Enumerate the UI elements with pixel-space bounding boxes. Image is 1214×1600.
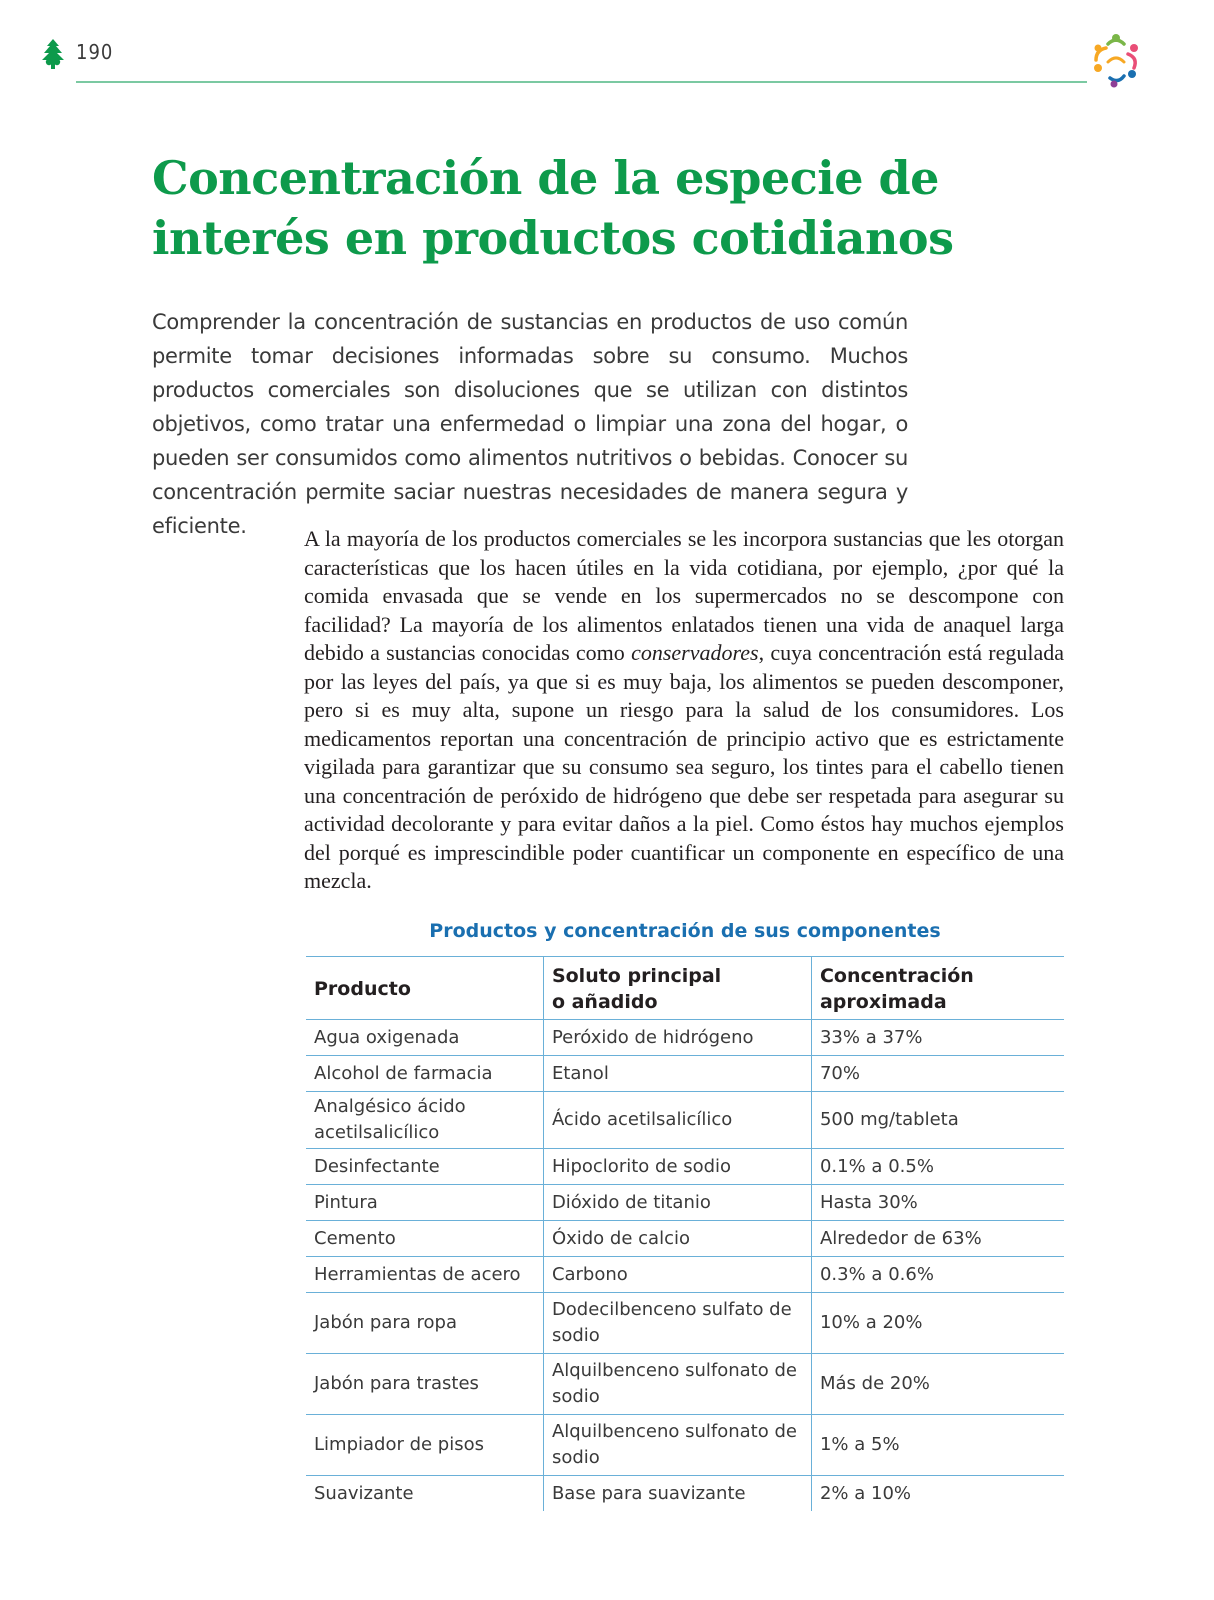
table-row <box>306 1221 1064 1257</box>
product-cell: Jabón para trastes <box>306 1354 543 1415</box>
solute-cell: Ácido acetilsalicílico <box>543 1092 811 1149</box>
table-row <box>306 1092 1064 1149</box>
page-number: 190 <box>76 40 114 64</box>
page-header <box>0 0 1214 100</box>
solute-cell: Alquilbenceno sulfonato de sodio <box>543 1415 811 1476</box>
table-header-row <box>306 957 1064 1020</box>
concentration-cell: 10% a 20% <box>811 1293 1064 1354</box>
concentration-cell: 0.1% a 0.5% <box>811 1149 1064 1185</box>
concentration-cell: Alrededor de 63% <box>811 1221 1064 1257</box>
people-circle-logo <box>1088 32 1144 88</box>
header-solute-line-1: Soluto principal <box>551 965 722 987</box>
product-cell: Cemento <box>306 1221 543 1257</box>
header-product <box>306 957 543 1020</box>
table-row <box>306 1020 1064 1056</box>
product-cell: Alcohol de farmacia <box>306 1056 543 1092</box>
product-cell: Herramientas de acero <box>306 1257 543 1293</box>
solute-cell: Etanol <box>543 1056 811 1092</box>
intro-paragraph: Comprender la concentración de sustancias en productos de uso común permite tomar decisiones informadas sobre su consumo. Muchos productos comerciales son disoluciones que se utilizan con distintos objetivos, como tratar una enfermedad o limpiar una zona del hogar, o pueden ser consumidos como alimentos nutritivos o bebidas. Conocer su concentración permite saciar nuestras necesidades de manera segura y eficiente. <box>152 310 908 538</box>
body-text-italic-term: conservadores <box>631 640 759 665</box>
concentration-cell: Más de 20% <box>811 1354 1064 1415</box>
table-row <box>306 1149 1064 1185</box>
table-body <box>306 1020 1064 1512</box>
solute-cell: Alquilbenceno sulfonato de sodio <box>543 1354 811 1415</box>
header-solute <box>543 957 811 1020</box>
table-row <box>306 1257 1064 1293</box>
title-line-2: interés en productos cotidianos <box>152 211 954 265</box>
header-product-line-1: Producto <box>314 978 411 1000</box>
product-cell: Analgésico ácido acetilsalicílico <box>306 1092 543 1149</box>
product-cell: Pintura <box>306 1185 543 1221</box>
table-row <box>306 1354 1064 1415</box>
solute-cell: Peróxido de hidrógeno <box>543 1020 811 1056</box>
concentration-cell: 1% a 5% <box>811 1415 1064 1476</box>
table-row <box>306 1415 1064 1476</box>
product-cell: Desinfectante <box>306 1149 543 1185</box>
concentration-cell: 2% a 10% <box>811 1476 1064 1512</box>
table-row <box>306 1476 1064 1512</box>
product-cell: Limpiador de pisos <box>306 1415 543 1476</box>
concentration-cell: 0.3% a 0.6% <box>811 1257 1064 1293</box>
solute-cell: Dodecilbenceno sulfato de sodio <box>543 1293 811 1354</box>
table-row <box>306 1056 1064 1092</box>
product-cell: Jabón para ropa <box>306 1293 543 1354</box>
header-concentration-line-2: aproximada <box>819 991 947 1013</box>
solute-cell: Dióxido de titanio <box>543 1185 811 1221</box>
title-line-1: Concentración de la especie de <box>152 151 939 205</box>
header-solute-line-2: o añadido <box>551 991 658 1013</box>
solute-cell: Óxido de calcio <box>543 1221 811 1257</box>
concentration-table <box>306 956 1064 1511</box>
body-text-part-1: A la mayoría de los productos comerciales se les incorpora sustancias que les otorgan características que los hacen útiles en la vida cotidiana, por ejemplo, ¿por qué la comida envasada que se vende en los supermercados no se descompone con facilidad? La mayoría de los alimentos enlatados tienen una vida de anaquel larga debido a sustancias conocidas como <box>304 526 1064 665</box>
concentration-cell: 33% a 37% <box>811 1020 1064 1056</box>
header-rule <box>76 81 1087 83</box>
solute-cell: Base para suavizante <box>543 1476 811 1512</box>
header-concentration <box>811 957 1064 1020</box>
concentration-cell: 70% <box>811 1056 1064 1092</box>
page-title <box>152 148 1052 268</box>
body-paragraph <box>304 525 1064 896</box>
header-concentration-line-1: Concentración <box>819 965 974 987</box>
table-caption: Productos y concentración de sus componentes <box>429 920 941 942</box>
product-cell: Suavizante <box>314 1482 414 1504</box>
concentration-cell: Hasta 30% <box>811 1185 1064 1221</box>
product-cell: Agua oxigenada <box>306 1020 543 1056</box>
solute-cell: Carbono <box>543 1257 811 1293</box>
solute-cell: Hipoclorito de sodio <box>543 1149 811 1185</box>
table-row <box>306 1293 1064 1354</box>
table-row <box>306 1185 1064 1221</box>
tree-icon <box>40 38 66 70</box>
concentration-cell: 500 mg/tableta <box>811 1092 1064 1149</box>
body-text-part-2: , cuya concentración está regulada por las leyes del país, ya que si es muy baja, los alimentos se pueden descomponer, pero si es muy alta, supone un riesgo para la salud de los consumidores. Los medicamentos reportan una concentración de principio activo que es estrictamente vigilada para garantizar que su consumo sea seguro, los tintes para el cabello tienen una concentración de peróxido de hidrógeno que debe ser respetada para asegurar su actividad decolorante y para evitar daños a la piel. Como éstos hay muchos ejemplos del porqué es imprescindible poder cuantificar un componente en específico de una mezcla. <box>304 640 1064 893</box>
